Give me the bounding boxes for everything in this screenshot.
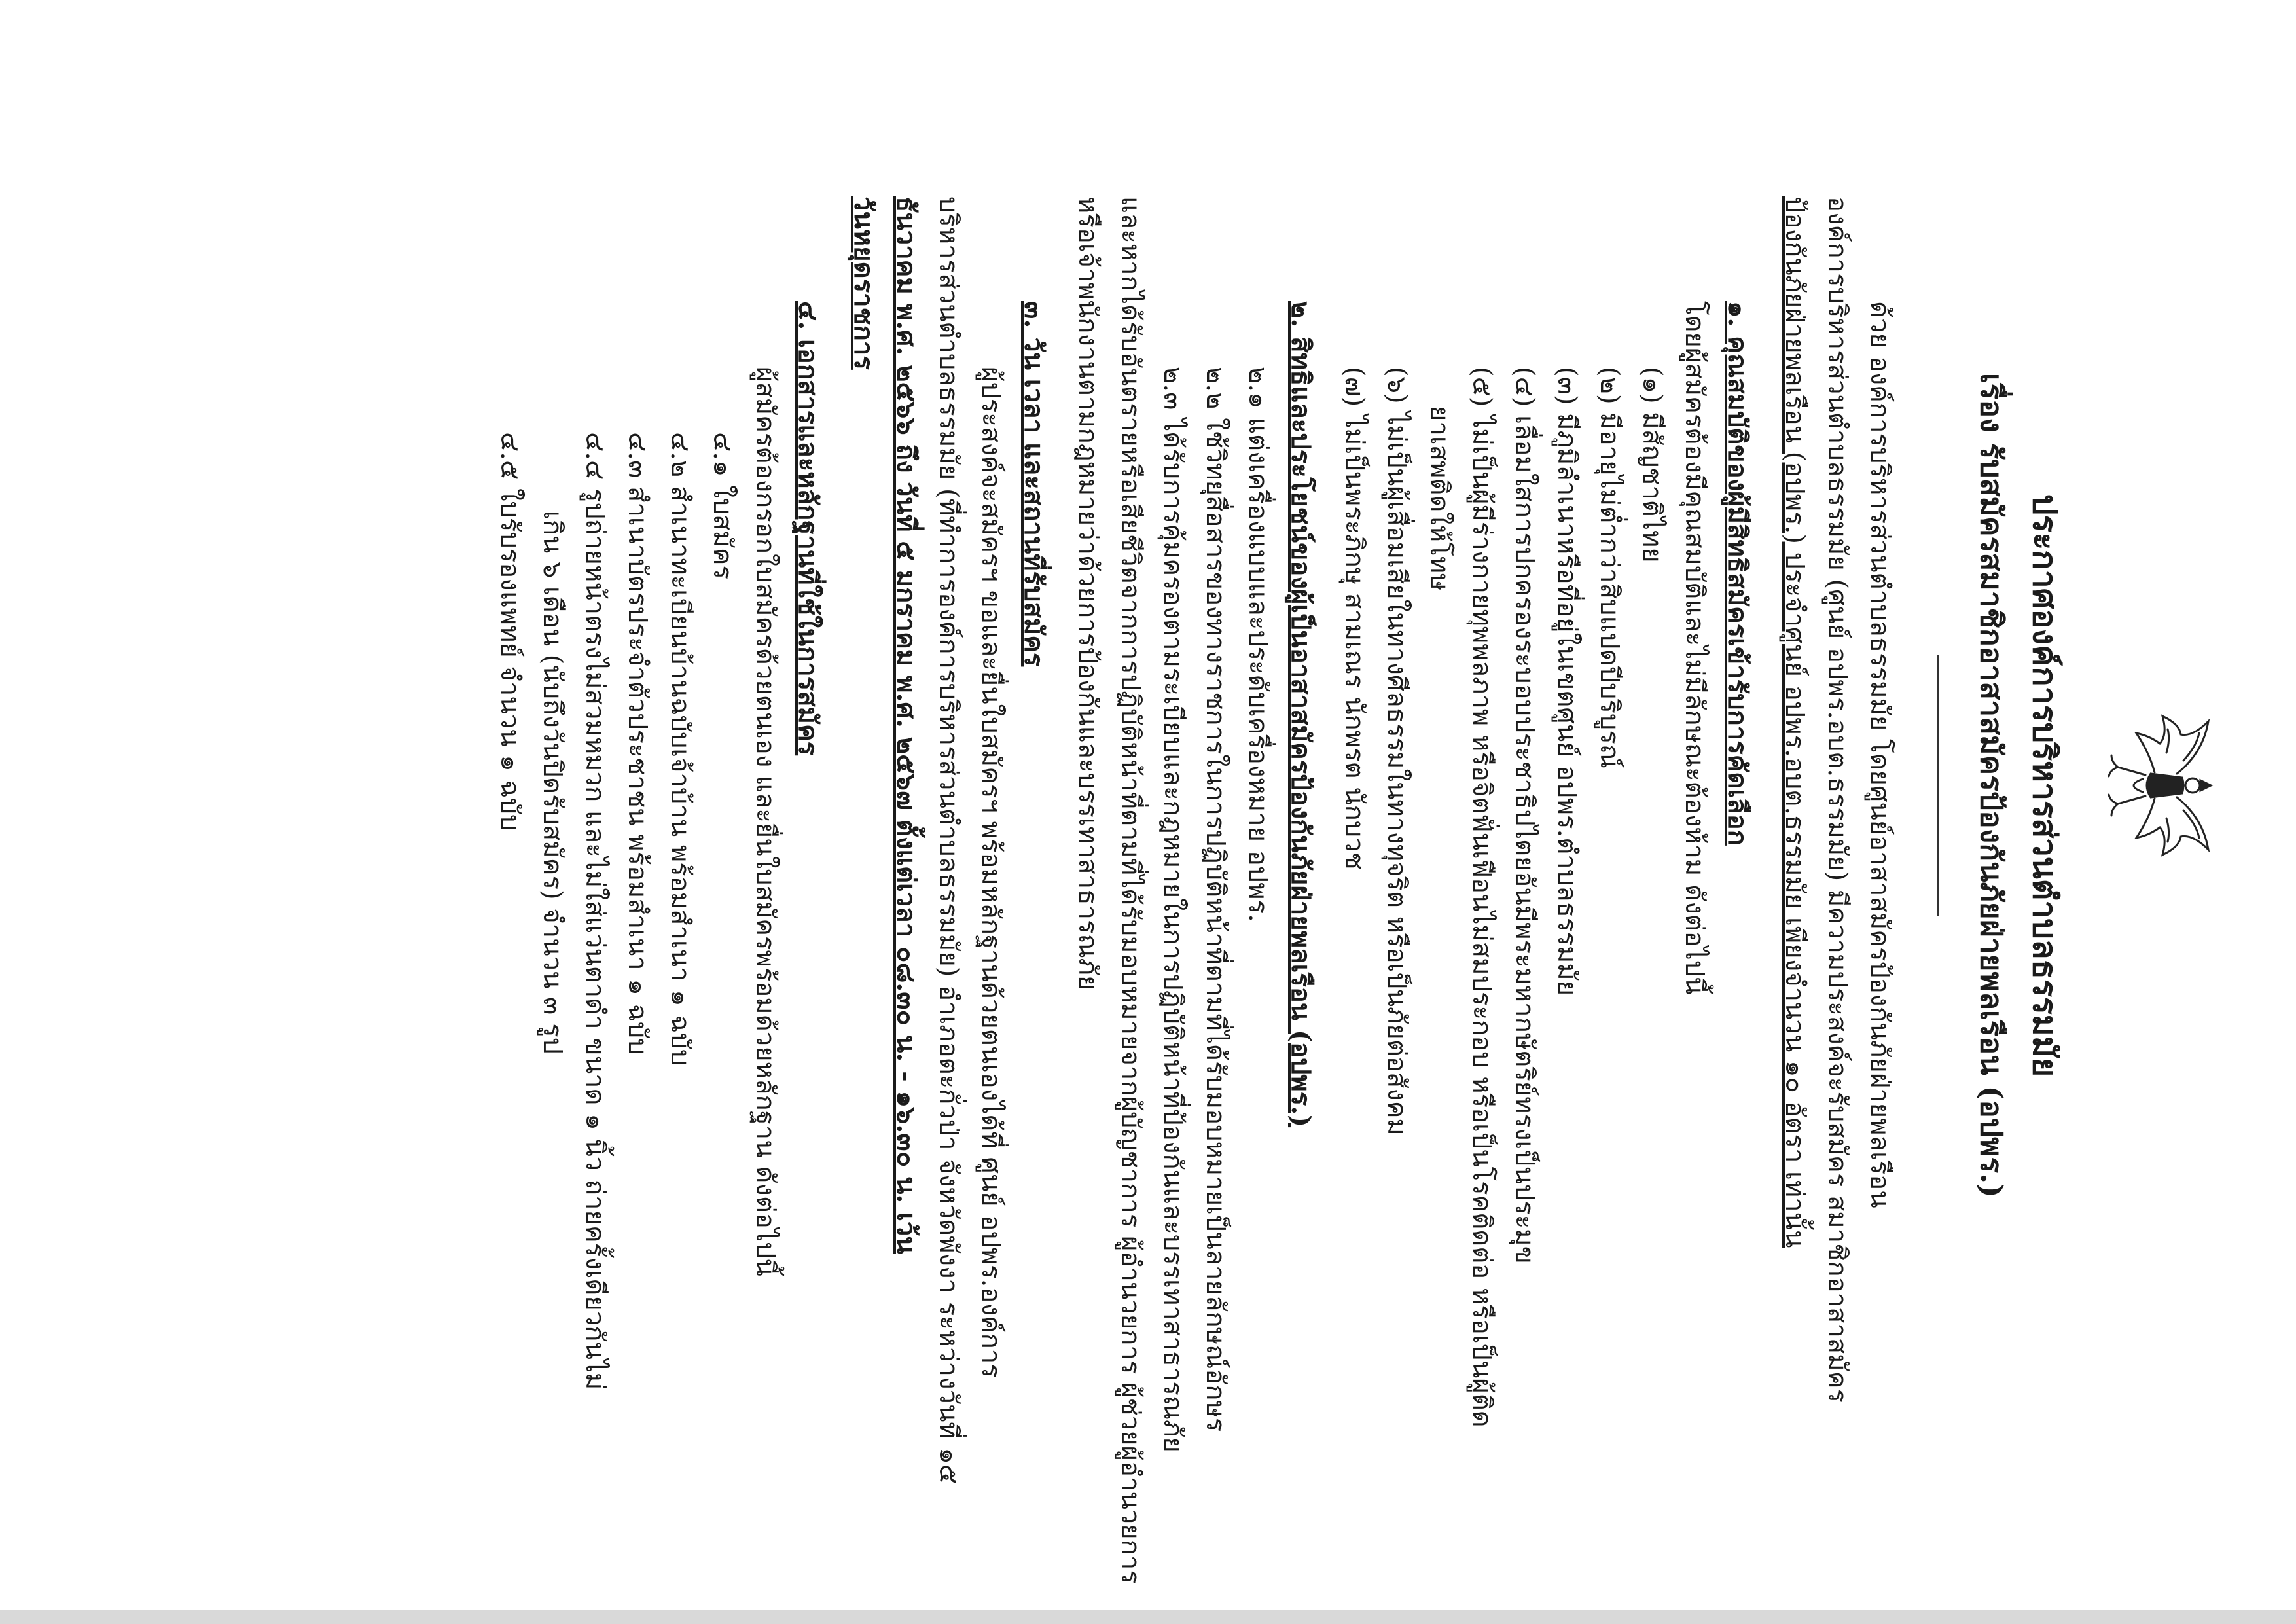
list-item: ๒.๓ ได้รับการคุ้มครองตามระเบียบและกฎหมายในการปฏิบัติหน้าที่ป้องกันและบรรเทาสาธารณภัย (1158, 367, 1188, 1453)
list-item: ๔.๒ สำเนาทะเบียนบ้านฉบับเจ้าบ้าน พร้อมสำเนา ๑ ฉบับ (665, 432, 695, 1066)
list-item: หรือเจ้าพนักงานตามกฎหมายว่าด้วยการป้องกันและบรรเทาสาธารณภัย (1073, 196, 1103, 991)
scan-bottom-edge (0, 1610, 2296, 1624)
list-item: (๒) มีอายุไม่ต่ำกว่าสิบแปดปีบริบูรณ์ (1594, 367, 1624, 768)
section-1-lead: โดยผู้สมัครต้องมีคุณสมบัติและไม่มีลักษณะต้องห้าม ดังต่อไปนี้ (1679, 301, 1710, 995)
section-3-line: วันหยุดราชการ (848, 196, 879, 370)
section-4-lead: ผู้สมัครต้องกรอกใบสมัครด้วยตนเอง และยื่นใบสมัครพร้อมด้วยหลักฐาน ดังต่อไปนี้ (750, 367, 780, 1276)
list-item: (๓) มีภูมิลำเนาหรือที่อยู่ในเขตศูนย์ อปพร.ตำบลธรรมมัย (1552, 367, 1582, 996)
title-divider (1937, 655, 1939, 916)
list-item: ๔.๑ ใบสมัคร (708, 432, 738, 580)
list-item: (๕) ไม่เป็นผู้มีร่างกายทุพพลภาพ หรือจิตฟั่นเฟือนไม่สมประกอบ หรือเป็นโรคติดต่อ หรือเป็นผู้ติด (1467, 367, 1497, 1428)
garuda-emblem-icon (2098, 707, 2223, 864)
section-3-line: ผู้ประสงค์จะสมัครฯ ขอและยื่นใบสมัครฯ พร้อมหลักฐานด้วยตนเองได้ที่ ศูนย์ อปพร.องค์การ (976, 367, 1006, 1378)
list-item: ๔.๓ สำเนาบัตรประจำตัวประชาชน พร้อมสำเนา ๑ ฉบับ (622, 432, 653, 1055)
intro-line-2: องค์การบริหารส่วนตำบลธรรมมัย (ศูนย์ อปพร.อบต.ธรรมมัย) มีความประสงค์จะรับสมัคร สมาชิกอาสาสมัคร (1822, 196, 1852, 1403)
intro-line-1: ด้วย องค์การบริหารส่วนตำบลธรรมมัย โดยศูนย์อาสาสมัครป้องกันภัยฝ่ายพลเรือน (1865, 301, 1895, 1208)
doc-subject: เรื่อง รับสมัครสมาชิกอาสาสมัครป้องกันภัยฝ่ายพลเรือน (อปพร.) (1974, 373, 2009, 1198)
section-1-heading: ๑. คุณสมบัติของผู้มีสิทธิสมัครเข้ารับการคัดเลือก (1722, 301, 1753, 846)
list-item: ยาเสพติดให้โทษ (1424, 406, 1454, 591)
list-item: ๒.๑ แต่งเครื่องแบบและประดับเครื่องหมาย อปพร. (1243, 367, 1273, 922)
section-3-line: บริหารส่วนตำบลธรรมมัย (ที่ทำการองค์การบริหารส่วนตำบลธรรมมัย) อำเภอตะกั่วป่า จังหวัดพังงา ระหว่างวันที่ ๑๕ (933, 196, 963, 1485)
list-item: ๔.๔ รูปถ่ายหน้าตรงไม่สวมหมวก และไม่ใส่แว่นตาดำ ขนาด ๑ นิ้ว ถ่ายครั้งเดียวกันไม่ (580, 432, 610, 1390)
section-3-heading: ๓. วัน เวลา และสถานที่รับสมัคร (1018, 301, 1049, 667)
section-3-line: ธันวาคม พ.ศ. ๒๕๖๖ ถึง วันที่ ๕ มกราคม พ.ศ. ๒๕๖๗ ตั้งแต่เวลา ๐๘.๓๐ น. - ๑๖.๓๐ น. เว้น (891, 196, 922, 1254)
section-4-heading: ๔. เอกสารและหลักฐานที่ใช้ในการสมัคร (793, 301, 823, 756)
doc-title: ประกาศองค์การบริหารส่วนตำบลธรรมมัย (2026, 494, 2064, 1077)
list-item: (๗) ไม่เป็นพระภิกษุ สามเณร นักพรต นักบวช (1339, 367, 1369, 870)
intro-line-3: ป้องกันภัยฝ่ายพลเรือน (อปพร.) ประจำศูนย์ อปพร.อบต.ธรรมมัย เพียงจำนวน ๑๐ อัตรา เท่านั้น (1780, 196, 1810, 1248)
list-item: ๒.๒ ใช้วิทยุสื่อสารของทางราชการในการปฏิบัติหน้าที่ตามที่ได้รับมอบหมายเป็นลายลักษณ์อักษร (1200, 367, 1230, 1432)
list-item: ๔.๕ ใบรับรองแพทย์ จำนวน ๑ ฉบับ (495, 432, 525, 831)
list-item: (๖) ไม่เป็นผู้เสื่อมเสียในทางศีลธรรมในทางทุจริต หรือเป็นภัยต่อสังคม (1382, 367, 1412, 1136)
list-item: (๑) มีสัญชาติไทย (1637, 367, 1667, 563)
list-item: (๔) เลื่อมใสการปกครองระบอบประชาธิปไตยอันมีพระมหากษัตริย์ทรงเป็นประมุข (1509, 367, 1539, 1264)
section-2-heading: ๒. สิทธิและประโยชน์ของผู้เป็นอาสาสมัครป้องกันภัยฝ่ายพลเรือน (อปพร.) (1285, 301, 1316, 1128)
list-item: และหากได้รับอันตรายหรือเสียชีวิตจากการปฏิบัติหน้าที่ตามที่ได้รับมอบหมายจากผู้บัญชาการ ผู้อำนวยการ ผู้ช่วยผู้อำนวยการ (1115, 196, 1145, 1584)
list-item: เกิน ๖ เดือน (นับถึงวันปิดรับสมัคร) จำนวน ๓ รูป (537, 511, 567, 1054)
